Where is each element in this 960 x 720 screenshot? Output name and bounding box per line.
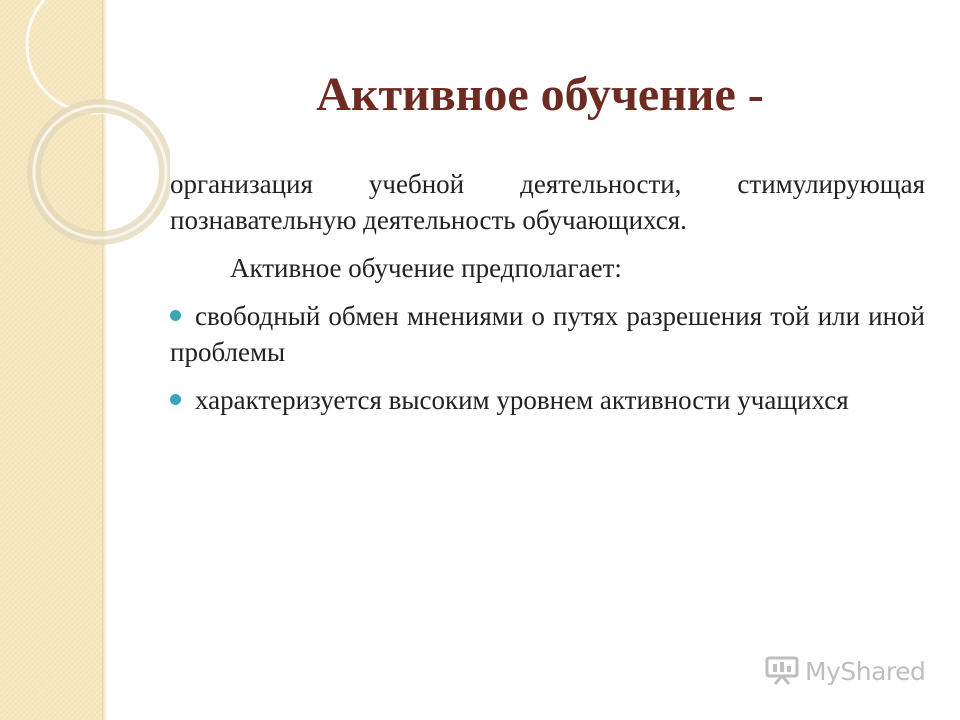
- watermark-text: MyShared: [805, 656, 926, 686]
- bullet-dot-icon: [170, 310, 181, 321]
- definition-text: организация учебной деятельности, стимулирующая познавательную деятельность обучающихся.: [170, 169, 925, 235]
- decorative-rings-icon: [0, 0, 170, 300]
- lead-in-text: Активное обучение предполагает:: [230, 253, 622, 283]
- bullet-dot-icon: [170, 394, 181, 405]
- bullet-item: [170, 382, 925, 418]
- bullet-text: характеризуется высоким уровнем активности учащихся: [195, 385, 849, 415]
- slide-title: Активное обучение -: [316, 68, 764, 121]
- slide-body: [170, 166, 925, 430]
- bullet-text: свободный обмен мнениями о путях разрешения той или иной проблемы: [170, 301, 925, 367]
- watermark: [765, 656, 925, 686]
- presentation-board-icon: [765, 656, 799, 686]
- bullet-item: [170, 298, 925, 370]
- bullet-list: [170, 298, 925, 418]
